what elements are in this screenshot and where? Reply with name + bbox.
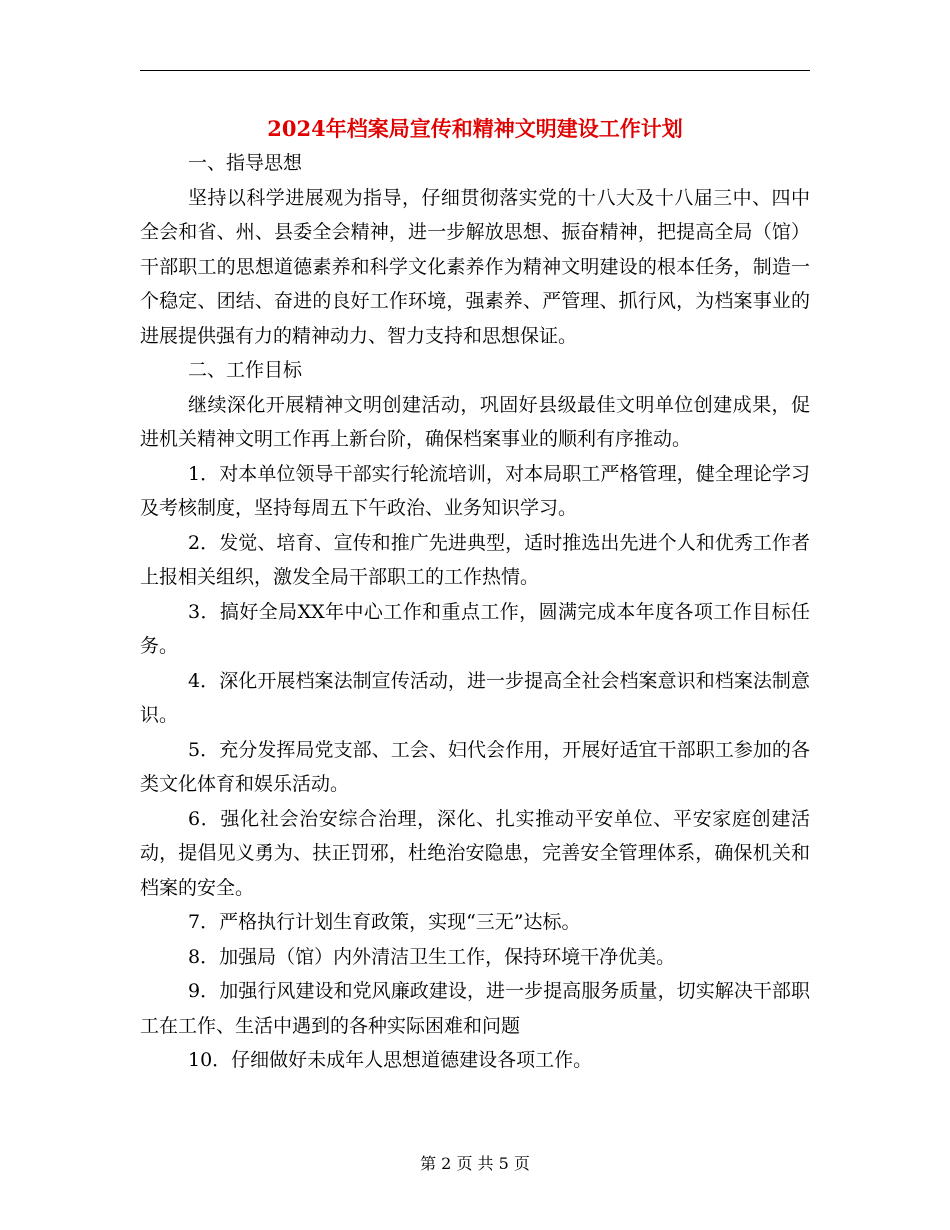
list-item-5: 5．充分发挥局党支部、工会、妇代会作用，开展好适宜干部职工参加的各类文化体育和娱乐活动。 <box>140 738 810 795</box>
section-heading-guiding-ideology: 一、指导思想 <box>188 152 303 174</box>
list-item-2: 2．发觉、培育、宣传和推广先进典型，适时推选出先进个人和优秀工作者上报相关组织，激发全局干部职工的工作热情。 <box>140 531 810 588</box>
list-item-6: 6．强化社会治安综合治理，深化、扎实推动平安单位、平安家庭创建活动，提倡见义勇为、扶正罚邪，杜绝治安隐患，完善安全管理体系，确保机关和档案的安全。 <box>140 807 810 899</box>
list-item-4: 4．深化开展档案法制宣传活动，进一步提高全社会档案意识和档案法制意识。 <box>140 669 810 726</box>
list-item-9: 9．加强行风建设和党风廉政建设，进一步提高服务质量，切实解决干部职工在工作、生活中遇到的各种实际困难和问题 <box>140 980 810 1037</box>
header-rule <box>140 70 810 71</box>
list-item-1: 1．对本单位领导干部实行轮流培训，对本局职工严格管理，健全理论学习及考核制度，坚持每周五下午政治、业务知识学习。 <box>140 462 810 519</box>
list-item-7: 7．严格执行计划生育政策，实现“三无”达标。 <box>188 911 581 933</box>
list-item-3: 3．搞好全局XX年中心工作和重点工作，圆满完成本年度各项工作目标任务。 <box>140 600 810 657</box>
page-number-footer: 第 2 页 共 5 页 <box>420 1154 530 1173</box>
document-title: 2024年档案局宣传和精神文明建设工作计划 <box>267 116 683 141</box>
paragraph-guiding-ideology: 坚持以科学进展观为指导，仔细贯彻落实党的十八大及十八届三中、四中全会和省、州、县委全会精神，进一步解放思想、振奋精神，把提高全局（馆）干部职工的思想道德素养和科学文化素养作为精神文明建设的根本任务，制造一个稳定、团结、奋进的良好工作环境，强素养、严管理、抓行风，为档案事业的进展提供强有力的精神动力、智力支持和思想保证。 <box>140 186 810 347</box>
list-item-10: 10．仔细做好未成年人思想道德建设各项工作。 <box>188 1049 593 1071</box>
section-heading-work-goals: 二、工作目标 <box>188 359 303 381</box>
paragraph-work-goals: 继续深化开展精神文明创建活动，巩固好县级最佳文明单位创建成果，促进机关精神文明工作再上新台阶，确保档案事业的顺利有序推动。 <box>140 393 810 450</box>
document-body <box>140 146 810 1078</box>
list-item-8: 8．加强局（馆）内外清洁卫生工作，保持环境干净优美。 <box>188 945 676 968</box>
